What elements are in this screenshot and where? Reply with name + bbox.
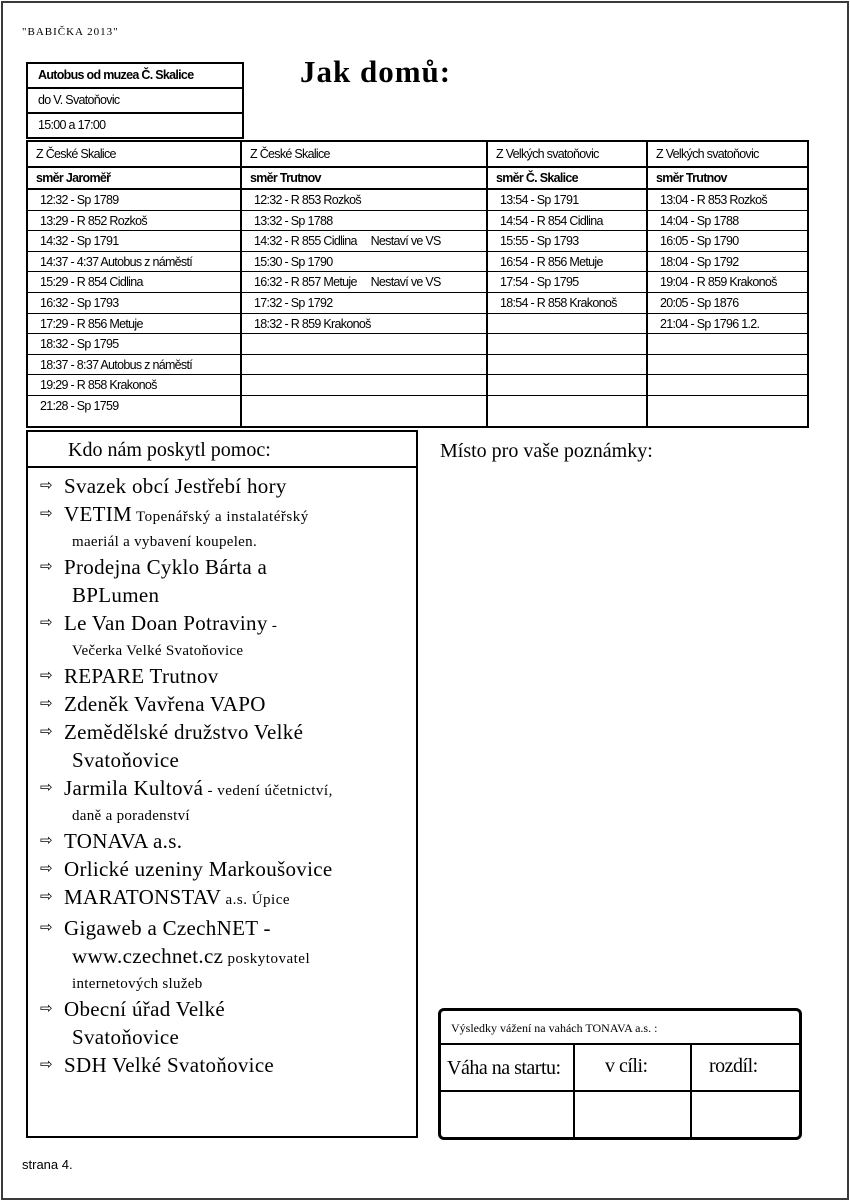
schedule-column-header: Z České Skalice <box>28 142 240 168</box>
schedule-row: 16:05 - Sp 1790 <box>648 231 807 252</box>
arrow-icon: ⇨ <box>40 724 53 740</box>
sponsor-item <box>38 500 416 553</box>
schedule-row: 18:37 - 8:37 Autobus z náměstí <box>28 355 240 376</box>
sponsor-detail: poskytovatel <box>223 951 311 967</box>
arrow-icon: ⇨ <box>40 1057 53 1073</box>
sponsor-item <box>38 914 416 995</box>
weighing-results-box <box>438 1008 802 1140</box>
schedule-row <box>648 334 807 355</box>
sponsor-item <box>38 1051 416 1079</box>
sponsor-detail: - vedení účetnictví, <box>203 783 333 799</box>
schedule-row: 12:32 - Sp 1789 <box>28 190 240 211</box>
schedule-row: 15:29 - R 854 Cidlina <box>28 272 240 293</box>
sponsor-item <box>38 609 416 662</box>
sponsors-title: Kdo nám poskytl pomoc: <box>28 432 416 468</box>
schedule-row: 17:29 - R 856 Metuje <box>28 314 240 335</box>
schedule-row <box>648 355 807 376</box>
sponsor-item <box>38 718 416 774</box>
weight-finish-field[interactable] <box>576 1093 688 1137</box>
sponsor-item <box>38 855 416 883</box>
schedule-direction: směr Trutnov <box>648 168 807 190</box>
bus-line-3: 15:00 a 17:00 <box>38 118 106 132</box>
schedule-row: 16:32 - Sp 1793 <box>28 293 240 314</box>
weight-finish-label: v cíli: <box>605 1055 648 1077</box>
bus-line-1: Autobus od muzea Č. Skalice <box>28 64 242 89</box>
sponsor-detail: a.s. Úpice <box>221 892 291 908</box>
sponsor-detail-continued: daně a poradenství <box>72 808 190 824</box>
schedule-row <box>648 375 807 396</box>
sponsor-item <box>38 553 416 609</box>
sponsor-name: Gigaweb a CzechNET - <box>64 916 271 940</box>
schedule-row: 20:05 - Sp 1876 <box>648 293 807 314</box>
sponsor-item <box>38 690 416 718</box>
schedule-row: 18:32 - Sp 1795 <box>28 334 240 355</box>
weight-difference-field[interactable] <box>693 1093 797 1137</box>
schedule-row: 13:29 - R 852 Rozkoš <box>28 211 240 232</box>
schedule-row: 21:04 - Sp 1796 1.2. <box>648 314 807 335</box>
grid-divider <box>441 1090 799 1092</box>
sponsor-name: Svazek obcí Jestřebí hory <box>64 474 287 498</box>
grid-divider <box>573 1045 575 1139</box>
sponsor-name-continued <box>64 746 416 774</box>
schedule-row: 16:54 - R 856 Metuje <box>488 252 646 273</box>
schedule-row <box>488 334 646 355</box>
arrow-icon: ⇨ <box>40 506 53 522</box>
sponsor-name: Orlické uzeniny Markoušovice <box>64 857 333 881</box>
sponsor-detail-continued: maeriál a vybavení koupelen. <box>72 534 257 550</box>
schedule-row <box>488 314 646 335</box>
schedule-row: 17:54 - Sp 1795 <box>488 272 646 293</box>
sponsor-item <box>38 472 416 500</box>
sponsor-detail-continued: Večerka Velké Svatoňovice <box>72 643 244 659</box>
page-title: Jak domů: <box>300 54 452 89</box>
schedule-column-header: Z České Skalice <box>242 142 486 168</box>
sponsor-name: Jarmila Kultová <box>64 776 204 800</box>
schedule-row: 14:37 - 4:37 Autobus z náměstí <box>28 252 240 273</box>
weight-start-field[interactable] <box>441 1093 571 1137</box>
schedule-column <box>28 142 242 426</box>
schedule-column <box>648 142 807 426</box>
sponsor-name: Le Van Doan Potraviny <box>64 611 268 635</box>
arrow-icon: ⇨ <box>40 920 53 936</box>
schedule-row: 14:04 - Sp 1788 <box>648 211 807 232</box>
sponsor-name-continued <box>64 942 416 973</box>
sponsor-detail: - <box>267 618 278 634</box>
schedule-column-header: Z Velkých svatoňovic <box>488 142 646 168</box>
sponsor-name: Zdeněk Vavřena VAPO <box>64 692 266 716</box>
schedule-row: 13:04 - R 853 Rozkoš <box>648 190 807 211</box>
sponsors-box <box>26 430 418 1138</box>
sponsors-list <box>28 468 416 1079</box>
sponsor-name-continued-text: Svatoňovice <box>72 1025 180 1049</box>
sponsor-name: REPARE Trutnov <box>64 664 219 688</box>
schedule-row: 16:32 - R 857 Metuje Nestaví ve VS <box>242 272 486 293</box>
header-tag: "BABIČKA 2013" <box>22 26 119 38</box>
sponsor-name-continued <box>64 581 416 609</box>
schedule-row: 19:29 - R 858 Krakonoš <box>28 375 240 396</box>
schedule-row: 21:28 - Sp 1759 <box>40 398 119 413</box>
sponsor-name: VETIM <box>64 502 132 526</box>
schedule-row: 14:32 - R 855 Cidlina Nestaví ve VS <box>242 231 486 252</box>
train-schedule-table <box>26 140 809 428</box>
schedule-column <box>488 142 648 426</box>
sponsor-name: Zemědělské družstvo Velké <box>64 720 304 744</box>
schedule-row: 18:54 - R 858 Krakonoš <box>488 293 646 314</box>
schedule-row: 19:04 - R 859 Krakonoš <box>648 272 807 293</box>
weight-difference-label: rozdíl: <box>709 1055 758 1077</box>
sponsor-item <box>38 883 416 914</box>
sponsor-name-continued-text: www.czechnet.cz <box>72 944 224 968</box>
sponsor-item <box>38 662 416 690</box>
schedule-row <box>242 355 486 376</box>
arrow-icon: ⇨ <box>40 696 53 712</box>
schedule-row <box>242 396 486 417</box>
schedule-row: 18:04 - Sp 1792 <box>648 252 807 273</box>
sponsor-name: Obecní úřad Velké <box>64 997 225 1021</box>
schedule-row: 14:32 - Sp 1791 <box>28 231 240 252</box>
schedule-column-header: Z Velkých svatoňovic <box>648 142 807 168</box>
arrow-icon: ⇨ <box>40 478 53 494</box>
schedule-row <box>242 334 486 355</box>
arrow-icon: ⇨ <box>40 833 53 849</box>
schedule-column <box>242 142 488 426</box>
grid-divider <box>690 1045 692 1139</box>
weighing-header: Výsledky vážení na vahách TONAVA a.s. : <box>451 1021 658 1035</box>
schedule-row <box>648 396 807 417</box>
schedule-row <box>488 375 646 396</box>
arrow-icon: ⇨ <box>40 889 53 905</box>
arrow-icon: ⇨ <box>40 559 53 575</box>
schedule-row <box>242 375 486 396</box>
bus-info-box <box>26 62 244 139</box>
schedule-direction: směr Č. Skalice <box>488 168 646 190</box>
arrow-icon: ⇨ <box>40 1001 53 1017</box>
arrow-icon: ⇨ <box>40 861 53 877</box>
sponsor-item <box>38 827 416 855</box>
sponsor-name: Prodejna Cyklo Bárta a <box>64 555 268 579</box>
sponsor-name: MARATONSTAV <box>64 885 222 909</box>
notes-title: Místo pro vaše poznámky: <box>440 440 653 462</box>
schedule-row: 18:32 - R 859 Krakonoš <box>242 314 486 335</box>
sponsor-name: TONAVA a.s. <box>64 829 183 853</box>
schedule-row: 12:32 - R 853 Rozkoš <box>242 190 486 211</box>
schedule-row: 14:54 - R 854 Cidlina <box>488 211 646 232</box>
schedule-row: 13:54 - Sp 1791 <box>488 190 646 211</box>
weight-start-label: Váha na startu: <box>447 1057 561 1079</box>
schedule-direction: směr Jaroměř <box>28 168 240 190</box>
arrow-icon: ⇨ <box>40 615 53 631</box>
schedule-row <box>488 355 646 376</box>
sponsor-detail: Topenářský a instalatéřský <box>132 509 309 525</box>
weighing-grid <box>441 1043 799 1139</box>
page-number: strana 4. <box>22 1157 73 1172</box>
sponsor-name-continued <box>64 1023 416 1051</box>
sponsor-name-continued-text: Svatoňovice <box>72 748 180 772</box>
sponsor-detail-continued: internetových služeb <box>72 976 203 992</box>
schedule-row: 15:55 - Sp 1793 <box>488 231 646 252</box>
sponsor-name: SDH Velké Svatoňovice <box>64 1053 275 1077</box>
sponsor-item <box>38 995 416 1051</box>
schedule-row: 17:32 - Sp 1792 <box>242 293 486 314</box>
schedule-direction: směr Trutnov <box>242 168 486 190</box>
schedule-row: 15:30 - Sp 1790 <box>242 252 486 273</box>
schedule-row: 13:32 - Sp 1788 <box>242 211 486 232</box>
arrow-icon: ⇨ <box>40 668 53 684</box>
sponsor-name-continued-text: BPLumen <box>72 583 160 607</box>
arrow-icon: ⇨ <box>40 780 53 796</box>
schedule-row <box>488 396 646 417</box>
bus-line-2: do V. Svatoňovic <box>28 89 242 114</box>
sponsor-item <box>38 774 416 827</box>
